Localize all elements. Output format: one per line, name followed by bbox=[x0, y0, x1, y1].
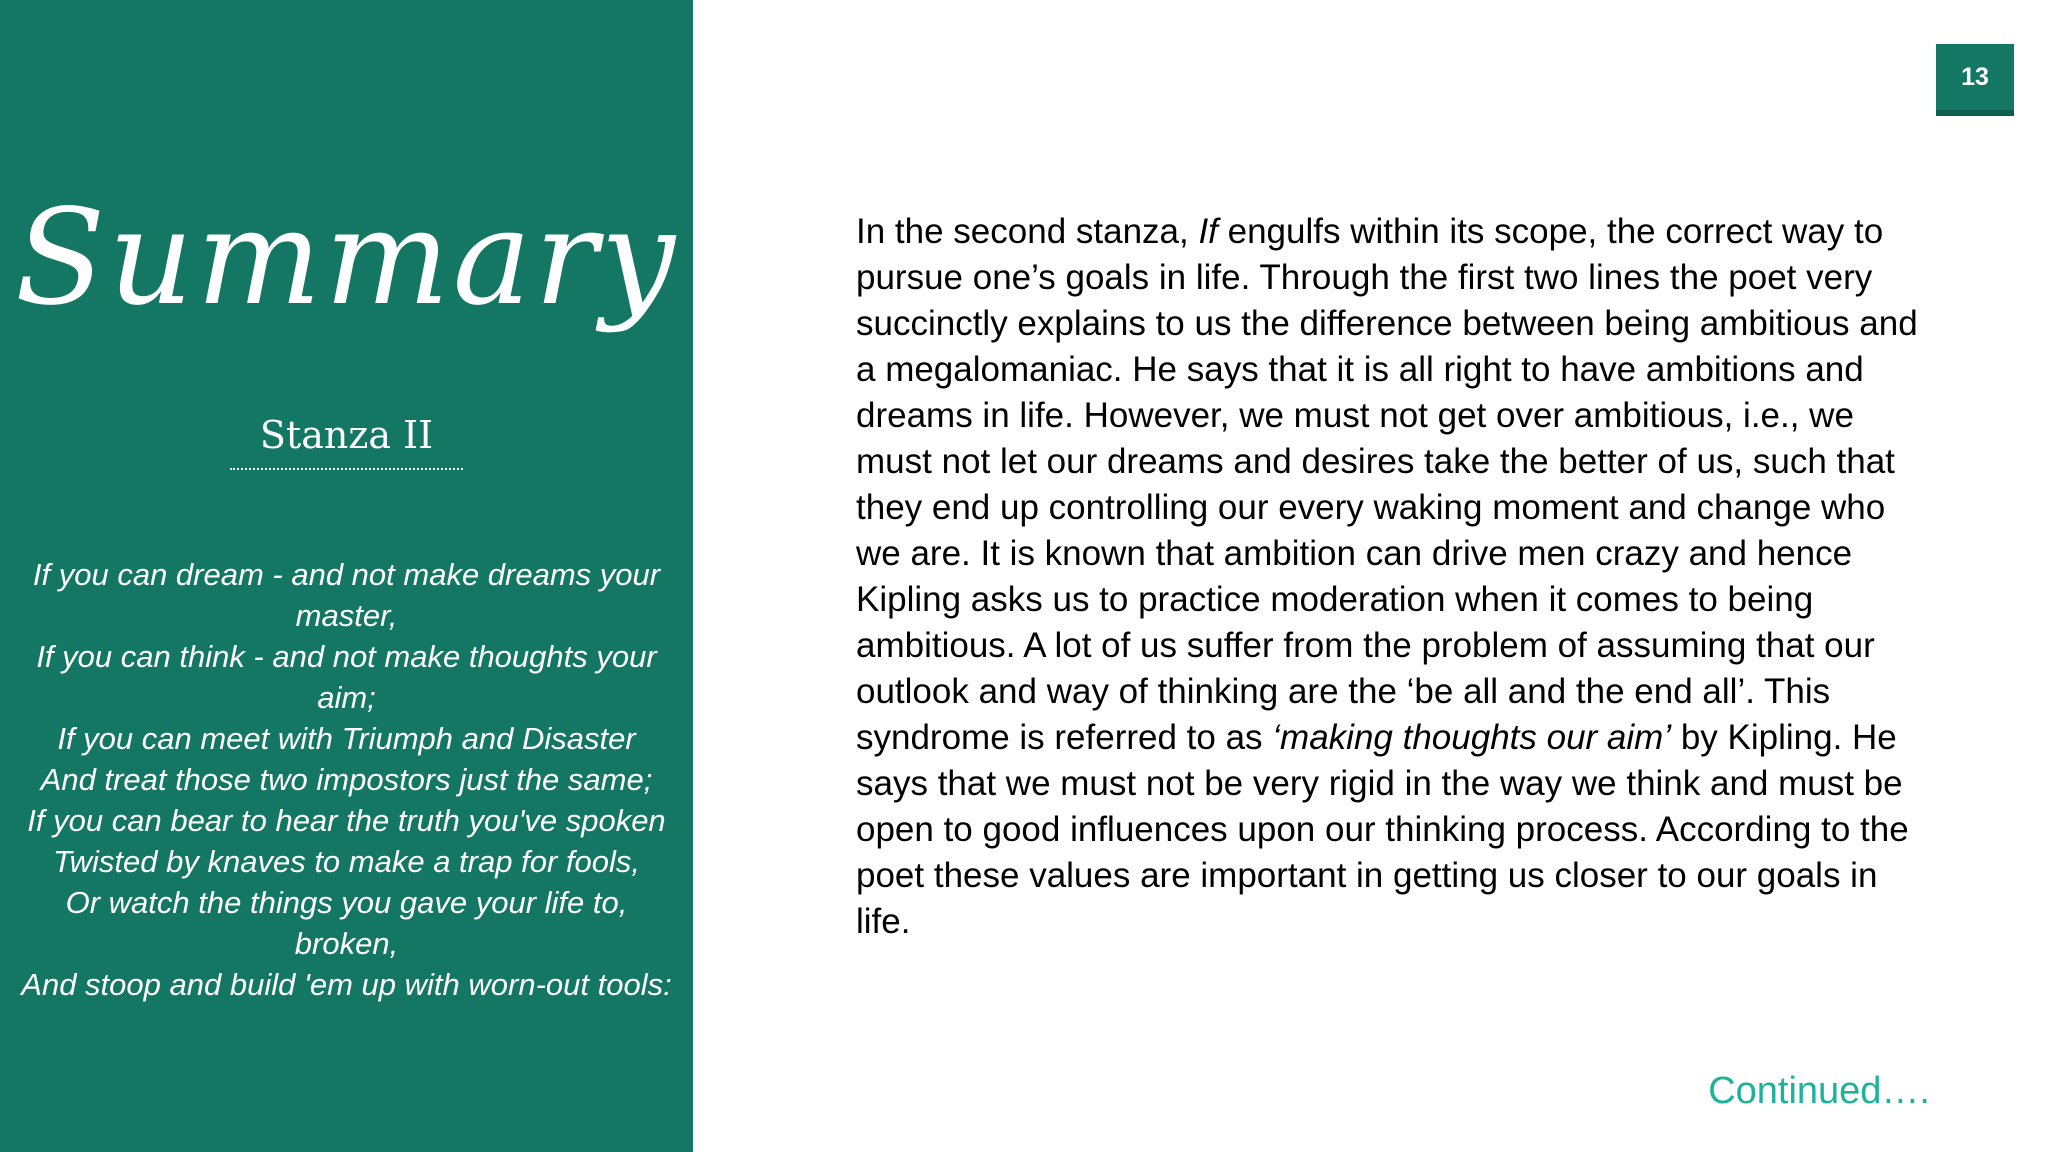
summary-paragraph bbox=[856, 209, 1936, 945]
paragraph-text: engulfs within its scope, the correct way to pursue one’s goals in life. Through the first two lines the poet very succinctly explains to us the difference between being ambitious and a megalomaniac. He says that it is all right to have ambitions and dreams in life. However, we must not get over ambitious, i.e., we must not let our dreams and desires take the better of us, such that they end up controlling our every waking moment and change who we are. It is known that ambition can drive men crazy and hence Kipling asks us to practice moderation when it comes to being ambitious. A lot of us suffer from the problem of assuming that our outlook and way of thinking are the ‘be all and the end all’. This syndrome is referred to as bbox=[856, 212, 1918, 757]
poem-line: Twisted by knaves to make a trap for fools, bbox=[53, 844, 640, 879]
stanza-subtitle: Stanza II bbox=[230, 410, 463, 470]
slide-title: Summary bbox=[14, 181, 679, 335]
poem-line: If you can meet with Triumph and Disaster bbox=[57, 721, 636, 756]
poem-line: If you can dream - and not make dreams your master, bbox=[32, 557, 661, 633]
paragraph-text: In the second stanza, bbox=[856, 212, 1199, 251]
subtitle-container bbox=[0, 410, 693, 470]
quote-emphasis: ‘making thoughts our aim’ bbox=[1272, 718, 1672, 757]
continued-label: Continued…. bbox=[1708, 1070, 1930, 1112]
poem-title-emphasis: If bbox=[1198, 212, 1218, 251]
poem-stanza bbox=[14, 554, 679, 1005]
left-panel bbox=[0, 0, 693, 1152]
paragraph-text: by Kipling. He says that we must not be very rigid in the way we think and must be open to good influences upon our thinking process. According to the poet these values are important in getting us closer to our goals in life. bbox=[856, 718, 1909, 941]
poem-line: If you can think - and not make thoughts your aim; bbox=[36, 639, 657, 715]
page-number-badge: 13 bbox=[1936, 44, 2014, 116]
poem-line: And treat those two impostors just the same; bbox=[40, 762, 653, 797]
poem-line: Or watch the things you gave your life to, broken, bbox=[65, 885, 628, 961]
poem-line: And stoop and build 'em up with worn-out tools: bbox=[21, 967, 672, 1002]
poem-line: If you can bear to hear the truth you've spoken bbox=[27, 803, 666, 838]
